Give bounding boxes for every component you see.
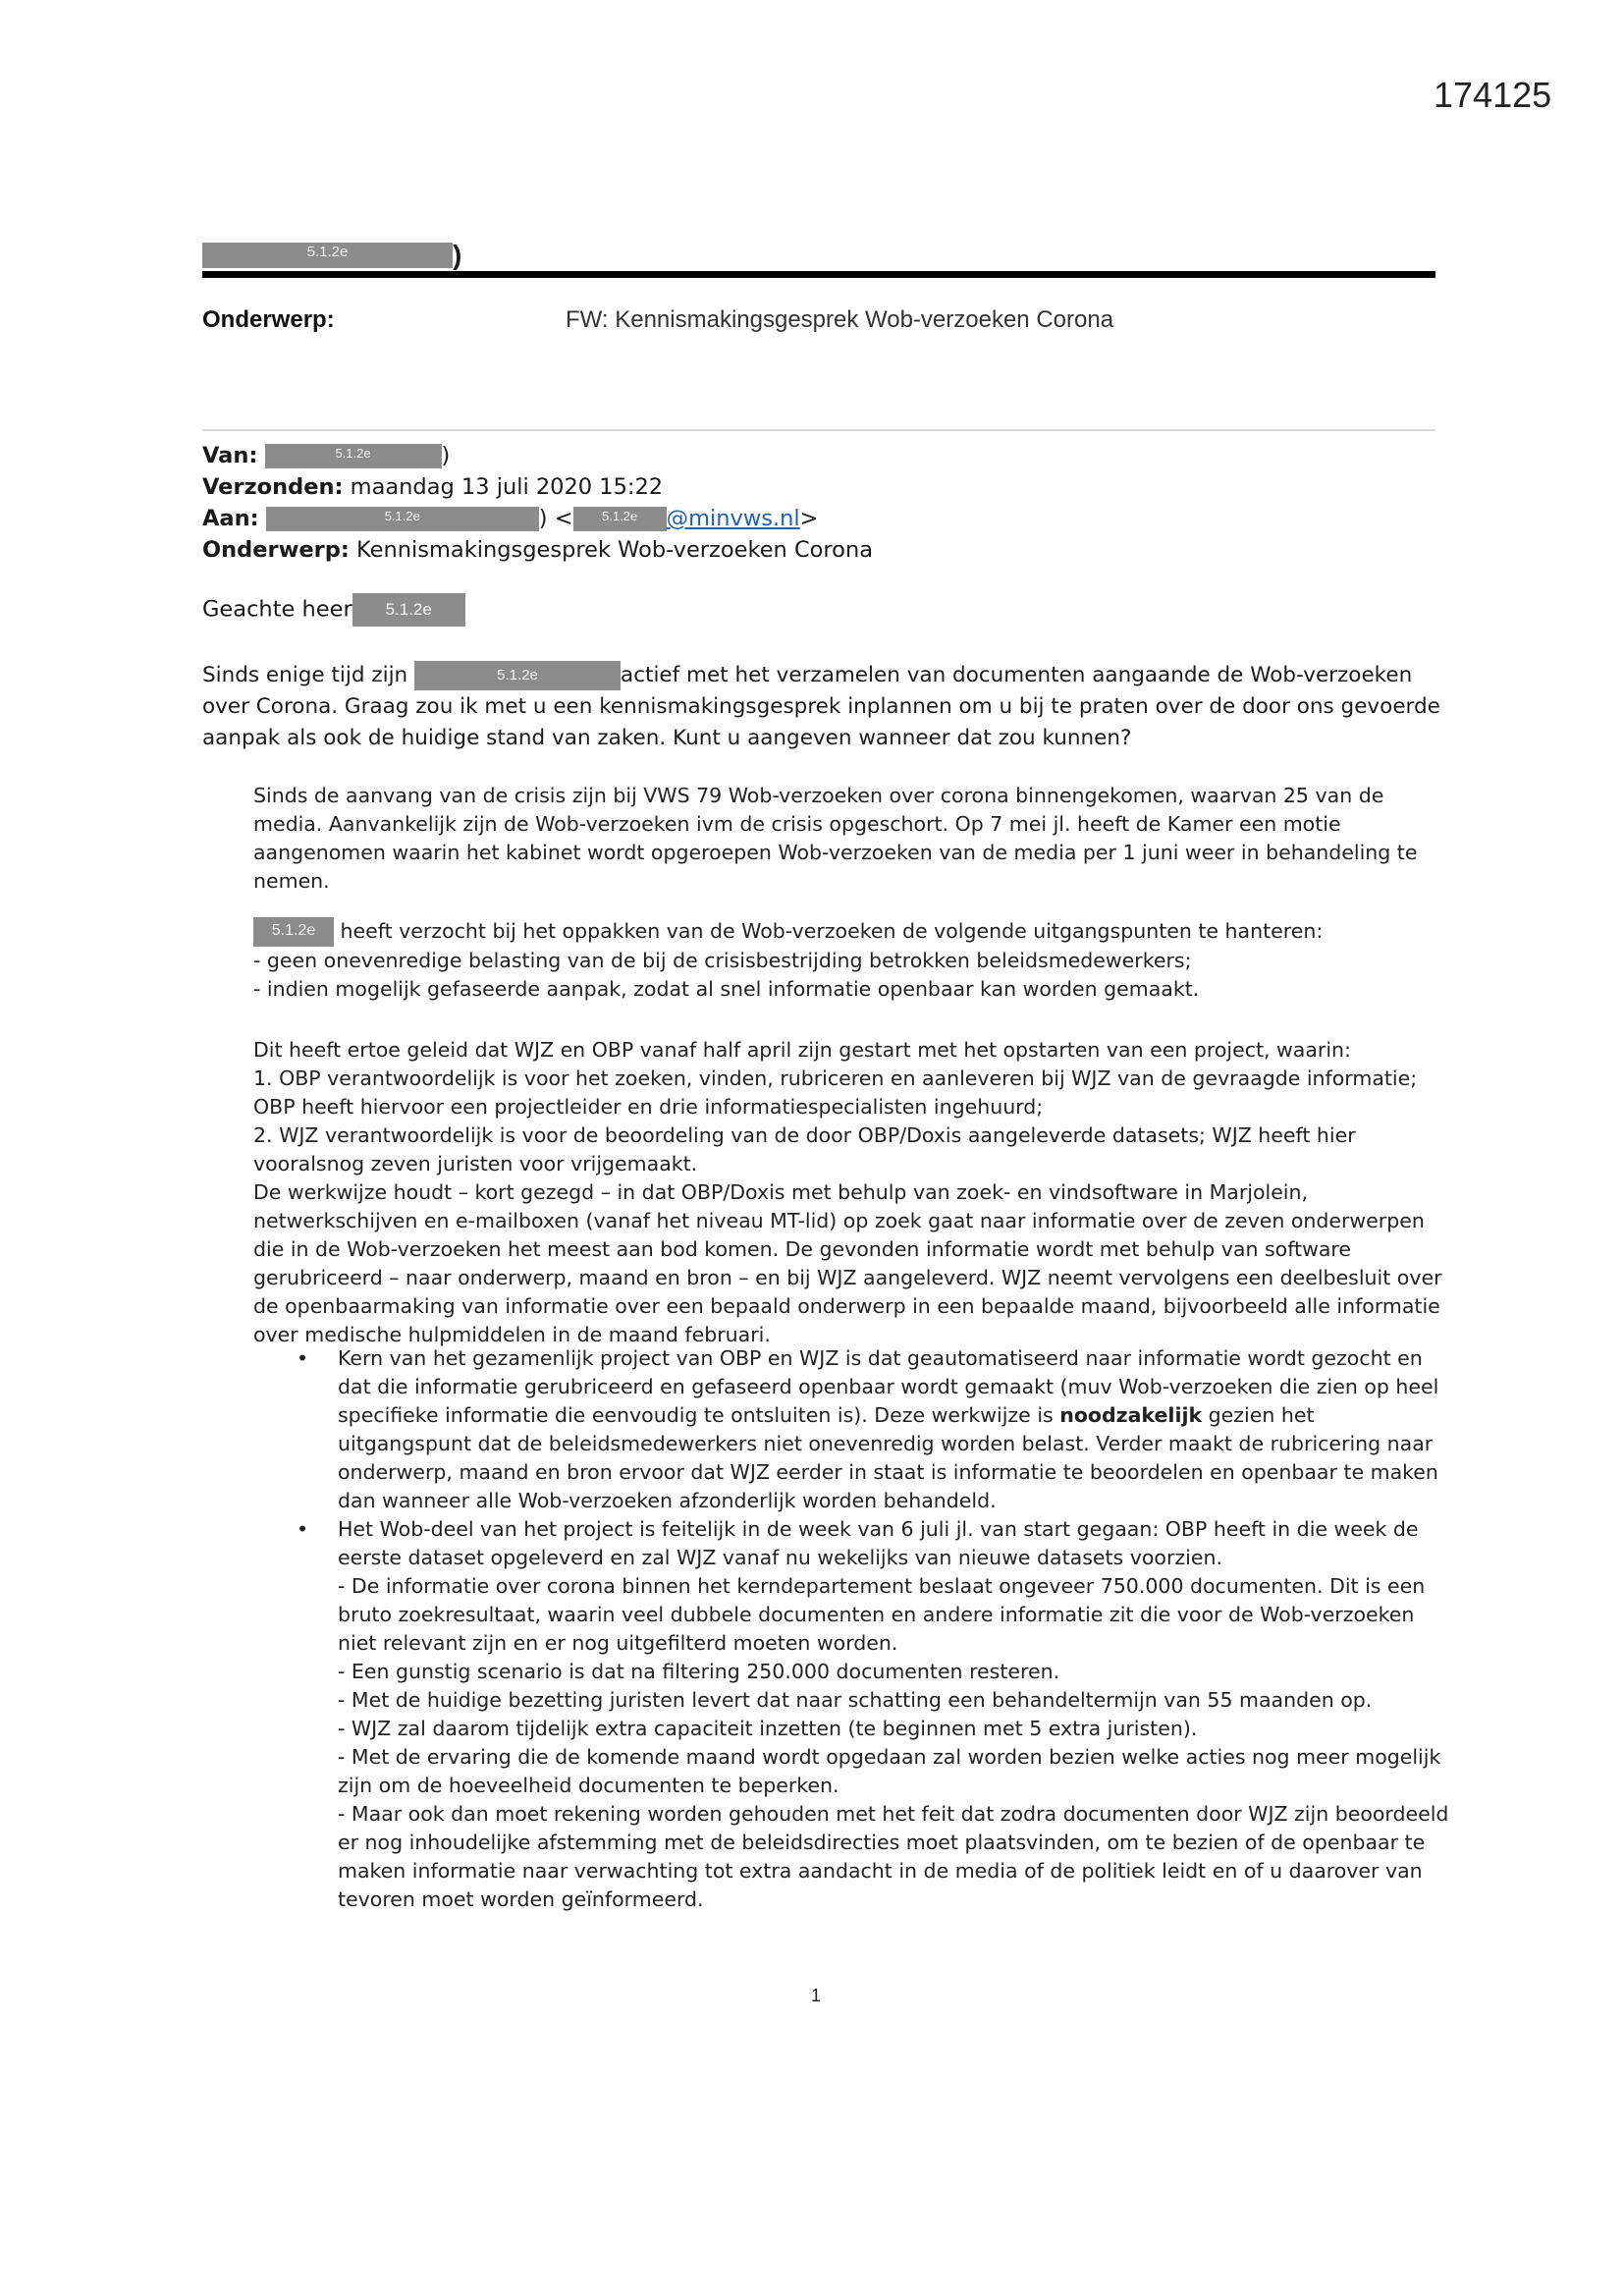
bullet-list: [253, 1344, 1453, 1914]
paragraph-text: 1. OBP verantwoordelijk is voor het zoeken, vinden, rubriceren en aanleveren bij WJZ van de gevraagde informatie; OBP heeft hiervoor een projectleider en drie informatiespecialisten ingehuurd;: [253, 1066, 1418, 1119]
paragraph: [253, 917, 1453, 1004]
paragraph: [253, 782, 1453, 896]
redaction-block: 5.1.2e: [253, 917, 334, 947]
subject-label: Onderwerp:: [202, 537, 350, 563]
redaction-block: 5.1.2e: [266, 507, 539, 531]
redaction-block: 5.1.2e: [352, 593, 465, 627]
subject-line: [202, 534, 873, 566]
text: - Maar ook dan moet rekening worden gehouden met het feit dat zodra documenten door WJZ zijn beoordeeld er nog inhoudelijke afstemming met de beleidsdirecties moet plaatsvinden, om te bezien of de openbaar te maken informatie naar verwachting tot extra aandacht in de media of de politiek leidt en of u daarover van tevoren moet worden geïnformeerd.: [338, 1802, 1449, 1911]
list-item: [338, 1515, 1453, 1914]
subject-value: FW: Kennismakingsgesprek Wob-verzoeken Corona: [566, 306, 1114, 333]
intro-paragraph: [202, 660, 1449, 754]
sent-label: Verzonden:: [202, 474, 344, 500]
closing-paren: ): [453, 240, 462, 270]
redaction-block: 5.1.2e: [414, 661, 621, 690]
paragraph-text: - indien mogelijk gefaseerde aanpak, zodat al snel informatie openbaar kan worden gemaakt.: [253, 977, 1200, 1001]
subject-label: Onderwerp:: [202, 306, 335, 333]
from-line: [202, 440, 873, 471]
text: heeft verzocht bij het oppakken van de Wob-verzoeken de volgende uitgangspunten te hanteren:: [340, 919, 1324, 943]
intro-text: actief met het verzamelen van documenten aangaande de Wob-verzoeken over Corona. Graag zou ik met u een kennismakingsgesprek inplannen om u bij te praten over de door ons gevoerde aanpak als ook de huidige stand van zaken. Kunt u aangeven wanneer dat zou kunnen?: [202, 663, 1440, 750]
text: gezien het uitgangspunt dat de beleidsmedewerkers niet onevenredig worden belast. Verder maakt de rubricering naar onderwerp, maand en bron ervoor dat WJZ eerder in staat is informatie te beoordelen en openbaar te maken dan wanneer alle Wob-verzoeken afzonderlijk worden behandeld.: [338, 1403, 1438, 1512]
from-label: Van:: [202, 443, 258, 468]
text: • Het Wob-deel van het project is feitelijk in de week van 6 juli jl. van start gegaan: OBP heeft in die week de eerste dataset opgeleverd en zal WJZ vanaf nu wekelijks van nieuwe datasets voorzien.: [338, 1517, 1419, 1569]
list-item: [338, 1344, 1453, 1515]
sent-line: [202, 471, 873, 503]
intro-text: Sinds enige tijd zijn: [202, 663, 408, 687]
sent-value: maandag 13 juli 2020 15:22: [350, 474, 664, 500]
from-suffix: ): [441, 443, 451, 468]
email-link[interactable]: @minvws.nl: [666, 506, 800, 531]
redaction-block: 5.1.2e: [202, 243, 453, 268]
paragraph: [253, 1036, 1453, 1349]
text: Kern van het gezamenlijk project van OBP en WJZ is dat geautomatiseerd naar informatie wordt gezocht en dat die informatie gerubriceerd en gefaseerd openbaar wordt gemaakt (muv Wob-verzoeken die zien op heel specifieke informatie die eenvoudig te ontsluiten is). Deze werkwijze is: [338, 1346, 1439, 1427]
subject-value: Kennismakingsgesprek Wob-verzoeken Corona: [356, 537, 873, 563]
to-label: Aan:: [202, 506, 259, 531]
paragraph-text: De werkwijze houdt – kort gezegd – in dat OBP/Doxis met behulp van zoek- en vindsoftware in Marjolein, netwerkschijven en e-mailboxen (vanaf het niveau MT-lid) op zoek gaat naar informatie over de zeven onderwerpen die in de Wob-verzoeken het meest aan bod komen. De gevonden informatie wordt met behulp van software gerubriceerd – naar onderwerp, maand en bron – en bij WJZ aangeleverd. WJZ neemt vervolgens een deelbesluit over de openbaarmaking van informatie over een bepaald onderwerp in een bepaalde maand, bijvoorbeeld alle informatie over medische hulpmiddelen in de maand februari.: [253, 1180, 1442, 1346]
page-number: 1: [811, 1986, 822, 2005]
redaction-block: 5.1.2e: [265, 444, 442, 468]
divider: [202, 429, 1435, 431]
greeting-text: Geachte heer: [202, 596, 352, 623]
text: - Met de ervaring die de komende maand wordt opgedaan zal worden bezien welke acties nog meer mogelijk zijn om de hoeveelheid documenten te beperken.: [338, 1745, 1441, 1797]
text: - WJZ zal daarom tijdelijk extra capaciteit inzetten (te beginnen met 5 extra juristen).: [338, 1717, 1198, 1740]
greeting: [202, 593, 465, 627]
paragraph-text: - geen onevenredige belasting van de bij de crisisbestrijding betrokken beleidsmedewerkers;: [253, 949, 1192, 972]
text: - De informatie over corona binnen het kerndepartement beslaat ongeveer 750.000 documenten. Dit is een bruto zoekresultaat, waarin veel dubbele documenten en andere informatie zit die voor de Wob-verzoeken niet relevant zijn en er nog uitgefilterd moeten worden.: [338, 1574, 1426, 1655]
to-line: [202, 503, 873, 534]
to-middle: ) <: [538, 506, 573, 531]
forwarded-mail-header: [202, 440, 873, 566]
document-number: 174125: [1434, 75, 1552, 115]
to-suffix: >: [799, 506, 819, 531]
text: - Met de huidige bezetting juristen levert dat naar schatting een behandeltermijn van 55 maanden op.: [338, 1688, 1373, 1712]
emphasis: noodzakelijk: [1059, 1403, 1203, 1427]
sender-header: [202, 240, 461, 271]
redaction-block: 5.1.2e: [573, 507, 667, 531]
paragraph-text: [253, 917, 1453, 947]
header-rule: [202, 271, 1435, 278]
paragraph-text: Sinds de aanvang van de crisis zijn bij VWS 79 Wob-verzoeken over corona binnengekomen, waarvan 25 van de media. Aanvankelijk zijn de Wob-verzoeken ivm de crisis opgeschort. Op 7 mei jl. heeft de Kamer een motie aangenomen waarin het kabinet wordt opgeroepen Wob-verzoeken van de media per 1 juni weer in behandeling te nemen.: [253, 784, 1418, 893]
paragraph-text: 2. WJZ verantwoordelijk is voor de beoordeling van de door OBP/Doxis aangeleverde datasets; WJZ heeft hier vooralsnog zeven juristen voor vrijgemaakt.: [253, 1123, 1356, 1175]
text: - Een gunstig scenario is dat na filtering 250.000 documenten resteren.: [338, 1660, 1060, 1683]
paragraph-text: Dit heeft ertoe geleid dat WJZ en OBP vanaf half april zijn gestart met het opstarten van een project, waarin:: [253, 1038, 1351, 1062]
